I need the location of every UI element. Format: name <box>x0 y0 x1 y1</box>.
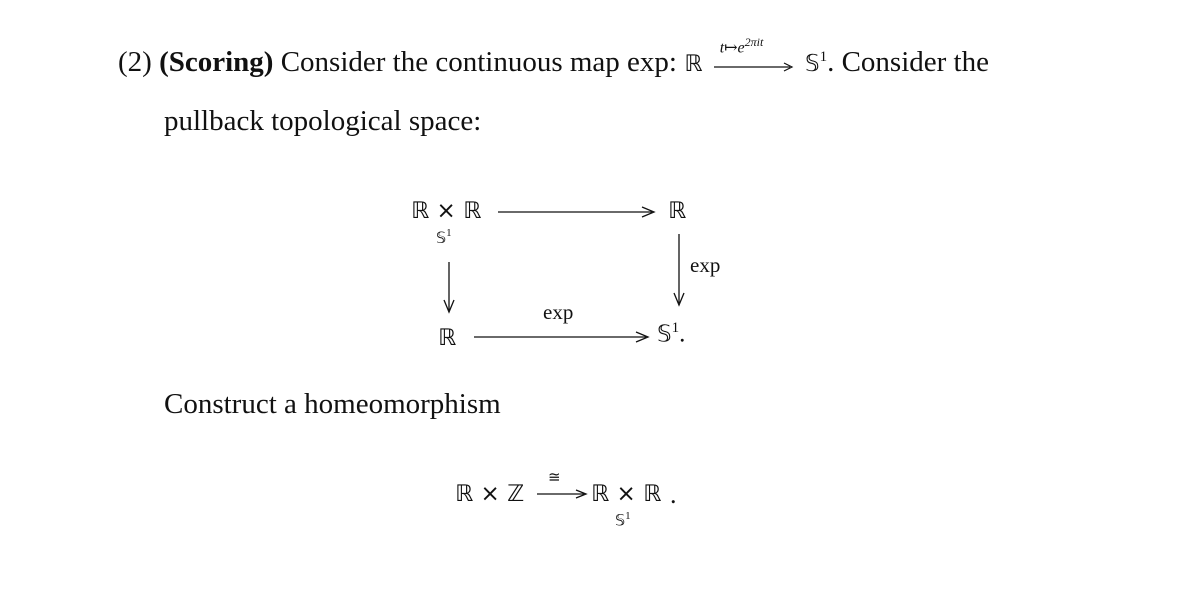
construct-text: Construct a homeomorphism <box>164 388 501 420</box>
problem-tag: (Scoring) <box>159 46 274 78</box>
homeo-period: . <box>670 480 677 509</box>
problem-text-1: Consider the continuous map exp: <box>280 46 677 78</box>
diagram-top-left-subscript: 𝕊$^1$ <box>436 227 452 247</box>
homeo-rhs-subscript: 𝕊$^1$ <box>615 510 631 530</box>
circle-symbol: 𝕊 <box>804 51 820 77</box>
homeo-rhs: ℝ × ℝ <box>591 481 662 507</box>
diagram-top-left: ℝ × ℝ <box>411 198 482 224</box>
reals-symbol: ℝ <box>684 51 703 77</box>
problem-number: (2) <box>118 46 152 78</box>
homeo-lhs: ℝ × ℤ <box>455 481 525 507</box>
diagram-bottom-right: 𝕊$^1$. <box>657 320 686 348</box>
right-arrow-label: exp <box>690 253 721 277</box>
problem-line-2: pullback topological space: <box>164 105 482 137</box>
problem-text-2: . Consider the <box>827 46 989 78</box>
homeo-iso-symbol: ≅ <box>548 470 561 486</box>
diagram-bottom-left: ℝ <box>438 325 457 351</box>
map-arrow-label: $t↦e^{2\pi it}$ <box>719 35 764 57</box>
bottom-arrow-label: exp <box>543 300 574 324</box>
circle-superscript: 1 <box>819 49 828 65</box>
diagram-top-right: ℝ <box>668 198 687 224</box>
